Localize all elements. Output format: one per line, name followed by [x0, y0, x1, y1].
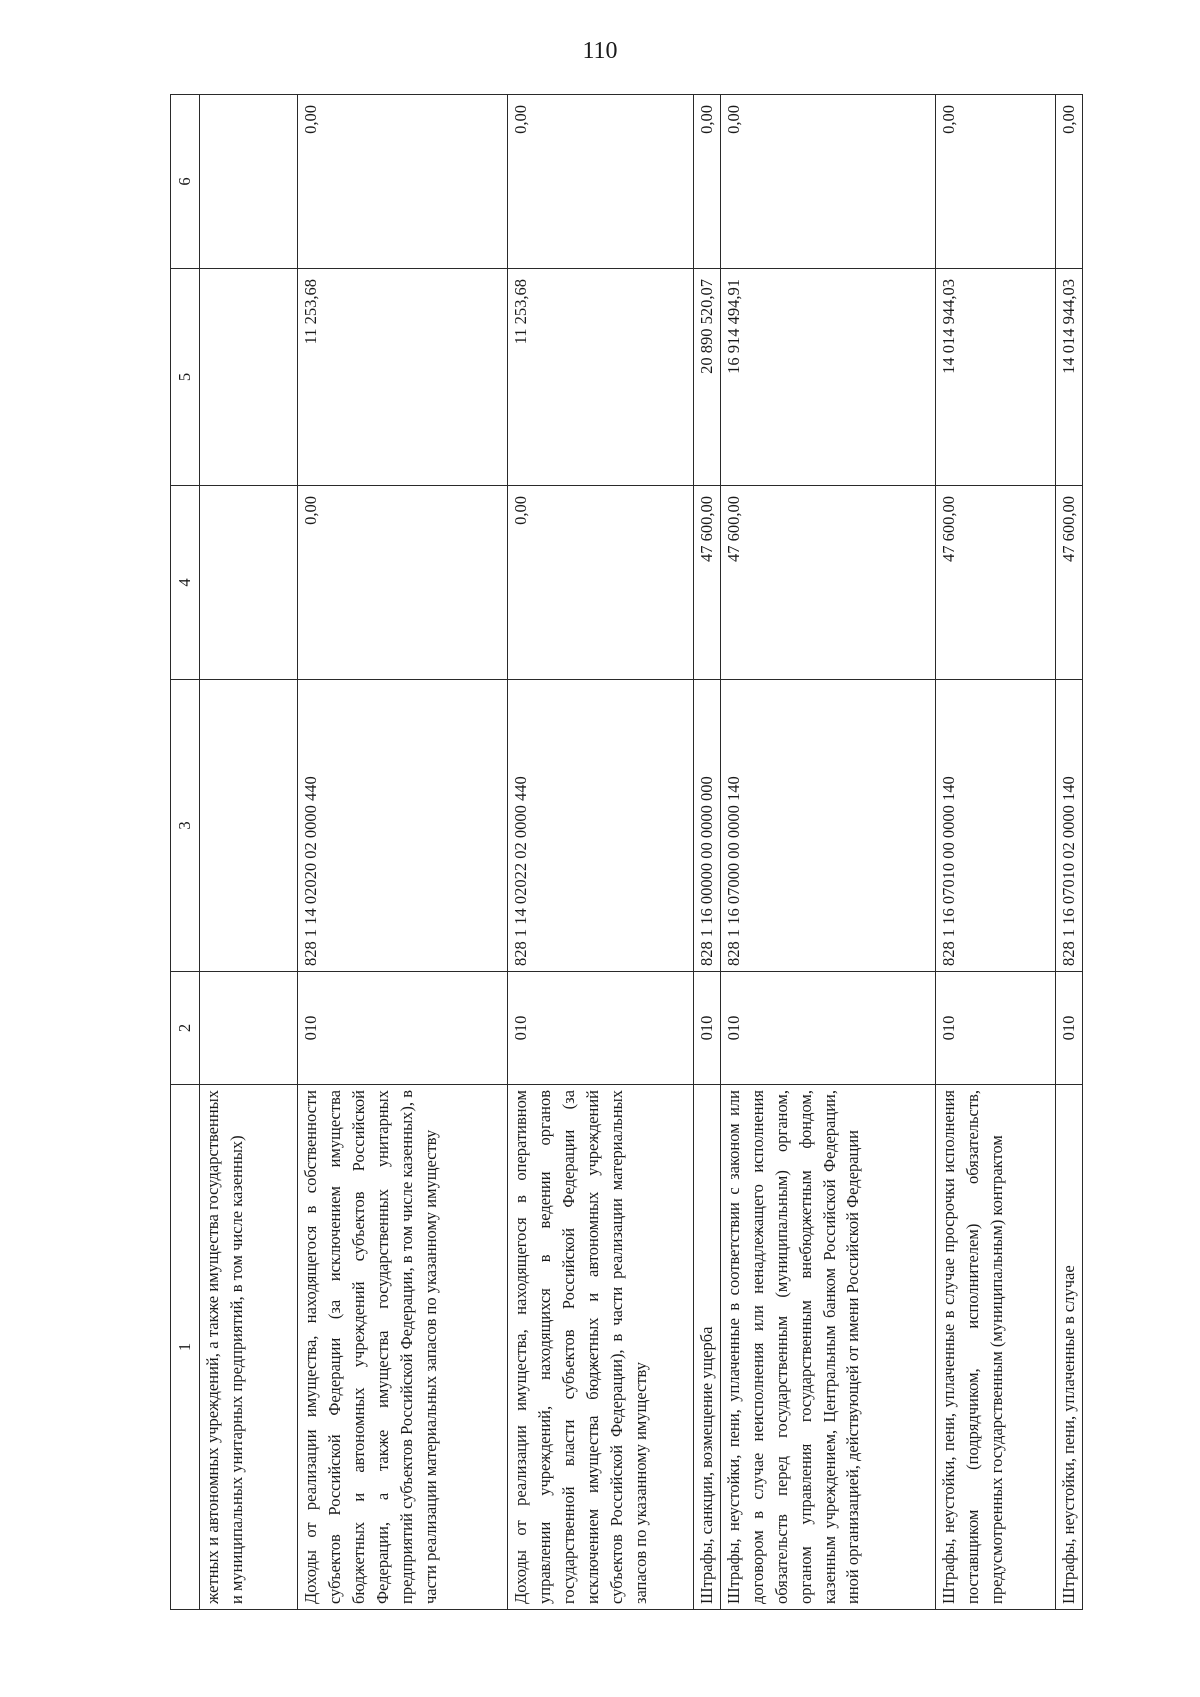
- header-col-3: 3: [171, 680, 200, 972]
- row-description: Штрафы, неустойки, пени, уплаченные в соответствии с законом или договором в случае неисполнения или ненадлежащего исполнения обязательств перед государственным (муниципальным) органом, органом управления государственным внебюджетным фондом, казенным учреждением, Центральным банком Российской Федерации, иной организацией, действующей от имени Российской Федерации: [720, 1085, 935, 1610]
- row-description: Штрафы, неустойки, пени, уплаченные в случае: [1055, 1085, 1082, 1610]
- row-budget-code: 828 1 14 02022 02 0000 440: [507, 680, 693, 972]
- table-row: [199, 95, 297, 1610]
- header-col-5: 5: [171, 269, 200, 486]
- row-executed: 11 253,68: [297, 269, 507, 486]
- row-executed: 14 014 944,03: [1055, 269, 1082, 486]
- table-row: [297, 95, 507, 1610]
- row-line-code: [199, 972, 297, 1085]
- table-row: [507, 95, 693, 1610]
- row-approved: 47 600,00: [720, 486, 935, 680]
- row-budget-code: 828 1 16 00000 00 0000 000: [693, 680, 720, 972]
- row-executed: 20 890 520,07: [693, 269, 720, 486]
- row-description: жетных и автономных учреждений, а также имущества государственных и муниципальных унитарных предприятий, в том числе казенных): [199, 1085, 297, 1610]
- row-executed: 11 253,68: [507, 269, 693, 486]
- row-executed: [199, 269, 297, 486]
- row-line-code: 010: [297, 972, 507, 1085]
- header-col-4: 4: [171, 486, 200, 680]
- rotated-table-container: [170, 95, 1078, 1610]
- revenue-table: [170, 94, 1083, 1610]
- row-approved: [199, 486, 297, 680]
- row-executed: 16 914 494,91: [720, 269, 935, 486]
- row-approved: 47 600,00: [935, 486, 1055, 680]
- row-budget-code: 828 1 14 02020 02 0000 440: [297, 680, 507, 972]
- row-unexecuted: 0,00: [507, 95, 693, 269]
- table-frame: [170, 95, 1078, 1610]
- row-approved: 47 600,00: [693, 486, 720, 680]
- table-row: [720, 95, 935, 1610]
- table-header-row: [171, 95, 200, 1610]
- row-unexecuted: 0,00: [1055, 95, 1082, 269]
- row-budget-code: [199, 680, 297, 972]
- table-row: [693, 95, 720, 1610]
- page-number: 110: [582, 38, 618, 64]
- row-description: Доходы от реализации имущества, находящегося в оперативном управлении учреждений, находящихся в ведении органов государственной власти субъектов Российской Федерации (за исключением имущества бюджетных и автономных учреждений субъектов Российской Федерации), в части реализации материальных запасов по указанному имуществу: [507, 1085, 693, 1610]
- row-approved: 0,00: [507, 486, 693, 680]
- row-description: Штрафы, санкции, возмещение ущерба: [693, 1085, 720, 1610]
- row-budget-code: 828 1 16 07010 02 0000 140: [1055, 680, 1082, 972]
- row-line-code: 010: [1055, 972, 1082, 1085]
- row-description: Штрафы, неустойки, пени, уплаченные в случае просрочки исполнения поставщиком (подрядчиком, исполнителем) обязательств, предусмотренных государственным (муниципальным) контрактом: [935, 1085, 1055, 1610]
- row-budget-code: 828 1 16 07010 00 0000 140: [935, 680, 1055, 972]
- row-line-code: 010: [720, 972, 935, 1085]
- row-line-code: 010: [507, 972, 693, 1085]
- row-line-code: 010: [693, 972, 720, 1085]
- row-description: Доходы от реализации имущества, находящегося в собственности субъектов Российской Федерации (за исключением имущества бюджетных и автономных учреждений субъектов Российской Федерации, а также имущества государственных унитарных предприятий субъектов Российской Федерации, в том числе казенных), в части реализации материальных запасов по указанному имуществу: [297, 1085, 507, 1610]
- row-executed: 14 014 944,03: [935, 269, 1055, 486]
- row-approved: 0,00: [297, 486, 507, 680]
- header-col-6: 6: [171, 95, 200, 269]
- row-unexecuted: 0,00: [720, 95, 935, 269]
- header-col-2: 2: [171, 972, 200, 1085]
- row-unexecuted: [199, 95, 297, 269]
- header-col-1: 1: [171, 1085, 200, 1610]
- row-unexecuted: 0,00: [935, 95, 1055, 269]
- row-unexecuted: 0,00: [297, 95, 507, 269]
- row-budget-code: 828 1 16 07000 00 0000 140: [720, 680, 935, 972]
- table-row: [935, 95, 1055, 1610]
- row-line-code: 010: [935, 972, 1055, 1085]
- table-row: [1055, 95, 1082, 1610]
- row-approved: 47 600,00: [1055, 486, 1082, 680]
- row-unexecuted: 0,00: [693, 95, 720, 269]
